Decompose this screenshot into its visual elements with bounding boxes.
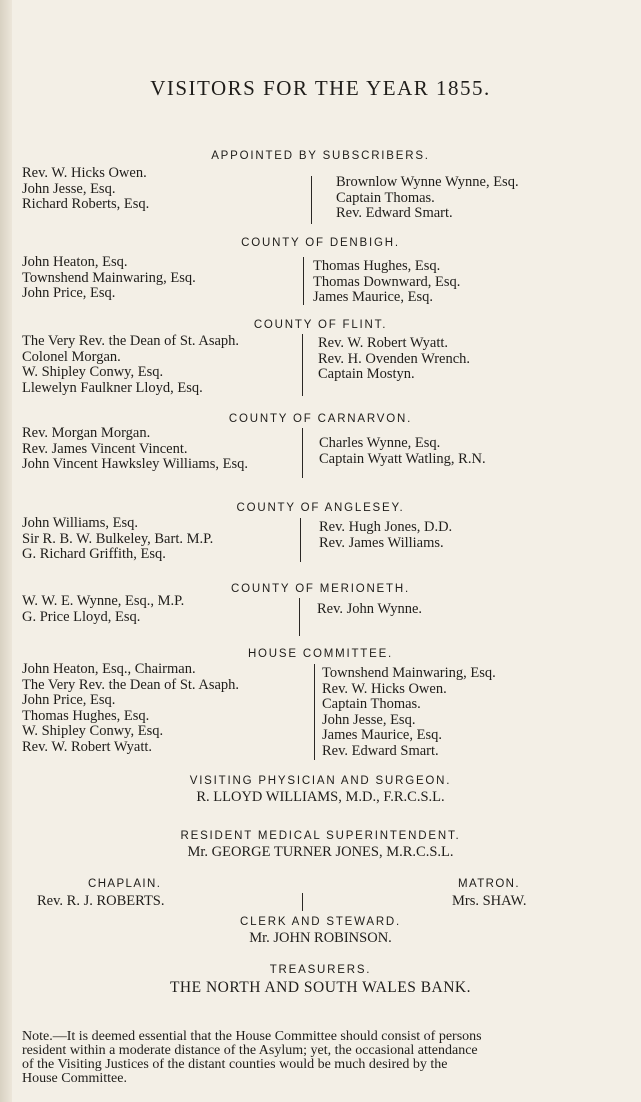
- left-column: [22, 594, 184, 625]
- column-divider: [311, 176, 312, 224]
- visitor-name: Rev. H. Ovenden Wrench.: [318, 350, 471, 367]
- superintendent-heading: RESIDENT MEDICAL SUPERINTENDENT.: [180, 830, 461, 842]
- left-column: [22, 426, 248, 473]
- visitor-name: Charles Wynne, Esq.: [319, 435, 441, 451]
- section-heading-house-committee: HOUSE COMMITTEE.: [247, 648, 394, 660]
- visitor-name: G. Richard Griffith, Esq.: [22, 546, 166, 562]
- committee-member: Rev. W. Robert Wyatt.: [22, 738, 153, 755]
- visitor-name: Rev. W. Hicks Owen.: [22, 165, 147, 181]
- right-column: [313, 259, 460, 306]
- treasurers-heading: TREASURERS.: [269, 964, 372, 976]
- chaplain-heading: CHAPLAIN.: [88, 878, 162, 890]
- left-column: [22, 166, 149, 213]
- visitor-name: John Vincent Hawksley Williams, Esq.: [22, 456, 248, 472]
- committee-member: Townshend Mainwaring, Esq.: [322, 665, 496, 681]
- section-heading-denbigh: COUNTY OF DENBIGH.: [241, 237, 400, 249]
- committee-member: James Maurice, Esq.: [322, 727, 442, 743]
- section-heading-flint: COUNTY OF FLINT.: [253, 319, 388, 331]
- visitor-name: Thomas Hughes, Esq.: [313, 258, 441, 274]
- visitor-name: Richard Roberts, Esq.: [22, 196, 150, 212]
- section-heading-anglesey: COUNTY OF ANGLESEY.: [236, 502, 405, 514]
- committee-member: Rev. W. Hicks Owen.: [322, 680, 447, 697]
- footnote-line: of the Visiting Justices of the distant counties would be much desired by the: [22, 1057, 448, 1072]
- visitor-name: James Maurice, Esq.: [313, 289, 433, 305]
- footnote-line: resident within a moderate distance of the Asylum; yet, the occasional attendance: [22, 1043, 478, 1058]
- footnote-line: House Committee.: [22, 1071, 127, 1086]
- column-divider: [314, 664, 315, 760]
- committee-member: Rev. Edward Smart.: [322, 742, 439, 759]
- right-column: [318, 336, 470, 383]
- clerk-heading: CLERK AND STEWARD.: [239, 916, 402, 928]
- column-divider: [302, 893, 303, 911]
- visitor-name: Rev. Hugh Jones, D.D.: [319, 519, 453, 535]
- visitor-name: Rev. W. Robert Wyatt.: [318, 335, 449, 351]
- visitor-name: W. W. E. Wynne, Esq., M.P.: [22, 593, 185, 609]
- matron-name: Mrs. SHAW.: [452, 893, 527, 909]
- visitor-name: Captain Mostyn.: [318, 366, 415, 382]
- section-heading-subscribers: APPOINTED BY SUBSCRIBERS.: [211, 150, 430, 162]
- visitor-name: Rev. John Wynne.: [317, 601, 423, 617]
- right-column: [336, 175, 519, 222]
- matron-heading: MATRON.: [458, 878, 520, 890]
- committee-member: W. Shipley Conwy, Esq.: [22, 723, 164, 739]
- column-divider: [303, 257, 304, 305]
- visitor-name: Captain Thomas.: [336, 189, 435, 206]
- chaplain-name: Rev. R. J. ROBERTS.: [37, 893, 165, 909]
- committee-member: John Price, Esq.: [22, 692, 116, 708]
- committee-member: John Heaton, Esq., Chairman.: [22, 661, 196, 677]
- physician-heading: VISITING PHYSICIAN AND SURGEON.: [189, 775, 452, 787]
- visitor-name: John Jesse, Esq.: [22, 180, 116, 197]
- committee-member: Thomas Hughes, Esq.: [22, 707, 150, 724]
- visitor-name: Colonel Morgan.: [22, 348, 121, 365]
- visitor-name: The Very Rev. the Dean of St. Asaph.: [22, 333, 240, 349]
- visitor-name: Thomas Downward, Esq.: [313, 273, 461, 290]
- left-column: [22, 662, 239, 755]
- physician-name: R. LLOYD WILLIAMS, M.D., F.R.C.S.L.: [196, 789, 445, 805]
- section-heading-carnarvon: COUNTY OF CARNARVON.: [228, 413, 413, 425]
- visitor-name: Rev. James Vincent Vincent.: [22, 440, 188, 457]
- visitor-name: Sir R. B. W. Bulkeley, Bart. M.P.: [22, 530, 214, 547]
- right-column: [317, 602, 422, 618]
- visitor-name: Llewelyn Faulkner Lloyd, Esq.: [22, 379, 203, 396]
- visitor-name: Rev. Morgan Morgan.: [22, 425, 151, 441]
- column-divider: [299, 598, 300, 636]
- visitor-name: John Price, Esq.: [22, 285, 116, 301]
- visitor-name: Brownlow Wynne Wynne, Esq.: [336, 174, 519, 190]
- right-column: [319, 520, 452, 551]
- visitor-name: John Heaton, Esq.: [22, 254, 128, 270]
- right-column: [319, 436, 486, 467]
- committee-member: John Jesse, Esq.: [322, 711, 416, 728]
- page-title: VISITORS FOR THE YEAR 1855.: [150, 76, 491, 100]
- column-divider: [300, 518, 301, 562]
- visitor-name: Rev. Edward Smart.: [336, 205, 453, 221]
- visitor-name: Captain Wyatt Watling, R.N.: [319, 450, 486, 467]
- right-column: [322, 666, 496, 759]
- visitor-name: G. Price Lloyd, Esq.: [22, 608, 141, 625]
- visitor-name: W. Shipley Conwy, Esq.: [22, 364, 164, 380]
- superintendent-name: Mr. GEORGE TURNER JONES, M.R.C.S.L.: [187, 844, 454, 860]
- committee-member: The Very Rev. the Dean of St. Asaph.: [22, 676, 240, 693]
- section-heading-merioneth: COUNTY OF MERIONETH.: [231, 583, 410, 595]
- visitor-name: Rev. James Williams.: [319, 534, 444, 551]
- left-column: [22, 255, 196, 302]
- left-column: [22, 516, 213, 563]
- committee-member: Captain Thomas.: [322, 696, 421, 712]
- left-column: [22, 334, 239, 396]
- visitor-name: John Williams, Esq.: [22, 515, 138, 531]
- clerk-name: Mr. JOHN ROBINSON.: [249, 930, 392, 946]
- column-divider: [302, 428, 303, 478]
- column-divider: [302, 334, 303, 396]
- footnote: [22, 1030, 632, 1086]
- footnote-line: Note.—It is deemed essential that the House Committee should consist of persons: [22, 1029, 482, 1044]
- visitor-name: Townshend Mainwaring, Esq.: [22, 269, 196, 286]
- treasurers-name: THE NORTH AND SOUTH WALES BANK.: [169, 979, 472, 996]
